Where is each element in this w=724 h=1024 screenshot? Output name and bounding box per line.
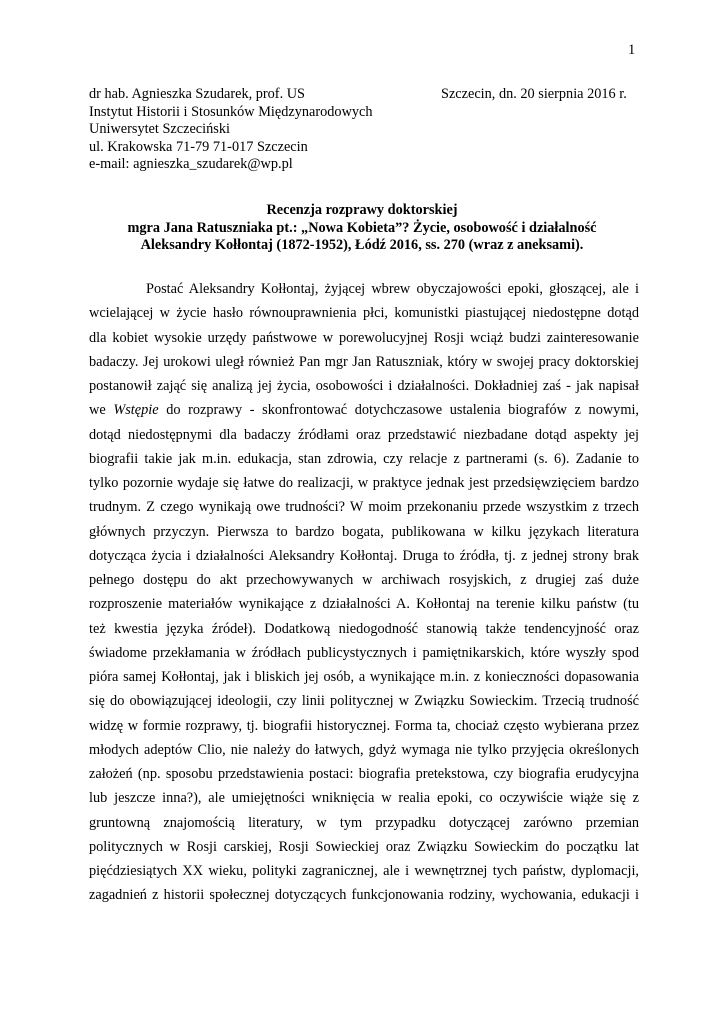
body-line: trudnym. Z czego wynikają owe trudności? W moim przekonaniu przede wszystkim z trzech	[89, 499, 639, 516]
body-line: postanowił zająć się analizą jej życia, osobowości i działalności. Dokładniej zaś - jak napisał	[89, 378, 639, 394]
body-line: pełnego dostępu do akt przechowywanych w archiwach rosyjskich, z drugiej zaś duże	[89, 572, 639, 588]
body-line: rozproszenie materiałów wynikające z działalności A. Kołłontaj na terenie kilku państw (tu	[89, 596, 639, 613]
body-line: wcielającej w życie hasło równouprawnienia płci, komunistki piastującej niedostępne dotąd	[89, 305, 639, 322]
title-line-3: Aleksandry Kołłontaj (1872-1952), Łódź 2016, ss. 270 (wraz z aneksami).	[140, 237, 584, 254]
body-line: głównych przyczyn. Pierwsza to bardzo bogata, publikowana w kilku językach literatura	[89, 523, 639, 540]
body-line: lub jeszcze inna?), ale umiejętności wniknięcia w realia epoki, co oczywiście wiąże się z	[89, 790, 639, 807]
body-line: świadome przekłamania w źródłach publicystycznych i pamiętnikarskich, które wyszły spod	[89, 644, 639, 661]
body-line: biografii takie jak m.in. edukacja, stan zdrowia, czy relacje z partnerami (s. 6). Zadanie to	[89, 450, 639, 467]
body-line: pióra samej Kołłontaj, jak i bliskich jej osób, a wynikające m.in. z konieczności dopasowania	[89, 669, 639, 685]
body-italic-segment: Wstępie	[113, 402, 159, 419]
body-segment: we	[89, 402, 106, 419]
body-line: gruntowną znajomością literatury, w tym przypadku dotyczącej zarówno przemian	[89, 814, 639, 831]
review-body	[89, 277, 639, 908]
body-line: dotycząca życia i działalności Aleksandry Kołłontaj. Druga to źródła, tj. z jednej strony brak	[89, 547, 639, 564]
author-institute: Instytut Historii i Stosunków Międzynarodowych	[89, 103, 373, 120]
author-email: e-mail: agnieszka_szudarek@wp.pl	[89, 156, 293, 173]
body-line: widzę w formie rozprawy, tj. biografii historycznej. Forma ta, chociaż często wybierana przez	[89, 717, 639, 734]
body-line	[89, 398, 639, 422]
document-date: Szczecin, dn. 20 sierpnia 2016 r.	[441, 86, 627, 102]
body-line: się do obowiązującej ideologii, czy linii politycznej w Związku Sowieckim. Trzecią trudność	[89, 693, 639, 710]
title-line-2: mgra Jana Ratuszniaka pt.: „Nowa Kobieta”? Życie, osobowość i działalność	[127, 219, 597, 236]
body-line: założeń (np. sposobu przedstawienia postaci: biografia pretekstowa, czy biografia erudycyjna	[89, 766, 639, 782]
body-line: badaczy. Jej urokowi uległ również Pan mgr Jan Ratuszniak, który w swojej pracy doktorskiej	[89, 353, 639, 370]
body-line: też kwestia języka źródeł). Dodatkową niedogodność stanowią także tendencyjność oraz	[89, 620, 639, 637]
author-address: ul. Krakowska 71-79 71-017 Szczecin	[89, 138, 308, 155]
page-number: 1	[628, 42, 636, 58]
body-line: dotąd niedostępnymi dla badaczy źródłami oraz przedstawić niezbadane dotąd aspekty jej	[89, 426, 639, 443]
body-line: dla kobiet wysokie urzędy państwowe w porewolucyjnej Rosji wciąż budzi zainteresowanie	[89, 329, 639, 346]
body-line: zagadnień z historii społecznej dotyczących funkcjonowania rodziny, wychowania, edukacji i	[89, 887, 639, 904]
author-university: Uniwersytet Szczeciński	[89, 121, 230, 138]
body-line: Postać Aleksandry Kołłontaj, żyjącej wbrew obyczajowości epoki, głoszącej, ale i	[146, 281, 639, 297]
title-line-1: Recenzja rozprawy doktorskiej	[266, 202, 458, 218]
document-title	[80, 202, 644, 255]
author-name: dr hab. Agnieszka Szudarek, prof. US	[89, 86, 305, 102]
body-line: politycznych w Rosji carskiej, Rosji Sowieckiej oraz Związku Sowieckim do początku lat	[89, 838, 639, 855]
body-line: pięćdziesiątych XX wieku, polityki zagranicznej, ale i wewnętrznej tych państw, dyplomacji,	[89, 863, 639, 879]
body-line: młodych adeptów Clio, nie należy do łatwych, gdyż wymaga nie tylko przyjęcia określonych	[89, 741, 639, 758]
body-segment: do rozprawy - skonfrontować dotychczasowe ustalenia biografów z nowymi,	[166, 402, 639, 419]
body-line: tylko pozornie wydaje się łatwe do realizacji, w praktyce jednak jest przedsięwzięciem bardzo	[89, 475, 639, 491]
